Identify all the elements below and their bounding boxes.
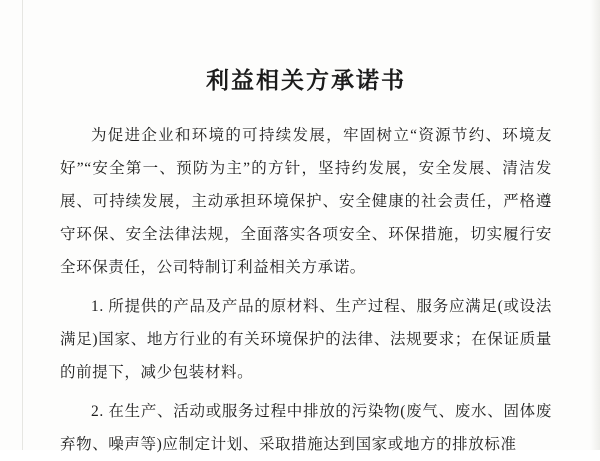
paragraph: 1. 所提供的产品及产品的原材料、生产过程、服务应满足(或设法满足)国家、地方行业的有关环境保护的法律、法规要求；在保证质量的前提下，减少包装材料。: [60, 298, 552, 381]
margin-rule: [22, 0, 23, 450]
document-content: [60, 0, 552, 453]
paragraph: 为促进企业和环境的可持续发展，牢固树立“资源节约、环境友好”“安全第一、预防为主”的方针，坚持约发展，安全发展、清洁发展、可持续发展，主动承担环境保护、安全健康的社会责任，严格遵守环保、安全法律法规，全面落实各项安全、环保措施，切实履行安全环保责任，公司特制订利益相关方承诺。: [60, 127, 552, 276]
paragraph: 2. 在生产、活动或服务过程中排放的污染物(废气、废水、固体废弃物、噪声等)应制定计划、采取措施达到国家或地方的排放标准: [60, 403, 552, 453]
document-body: [60, 119, 552, 461]
page-edge-shading: [590, 0, 600, 450]
page-title: 利益相关方承诺书: [206, 68, 406, 93]
